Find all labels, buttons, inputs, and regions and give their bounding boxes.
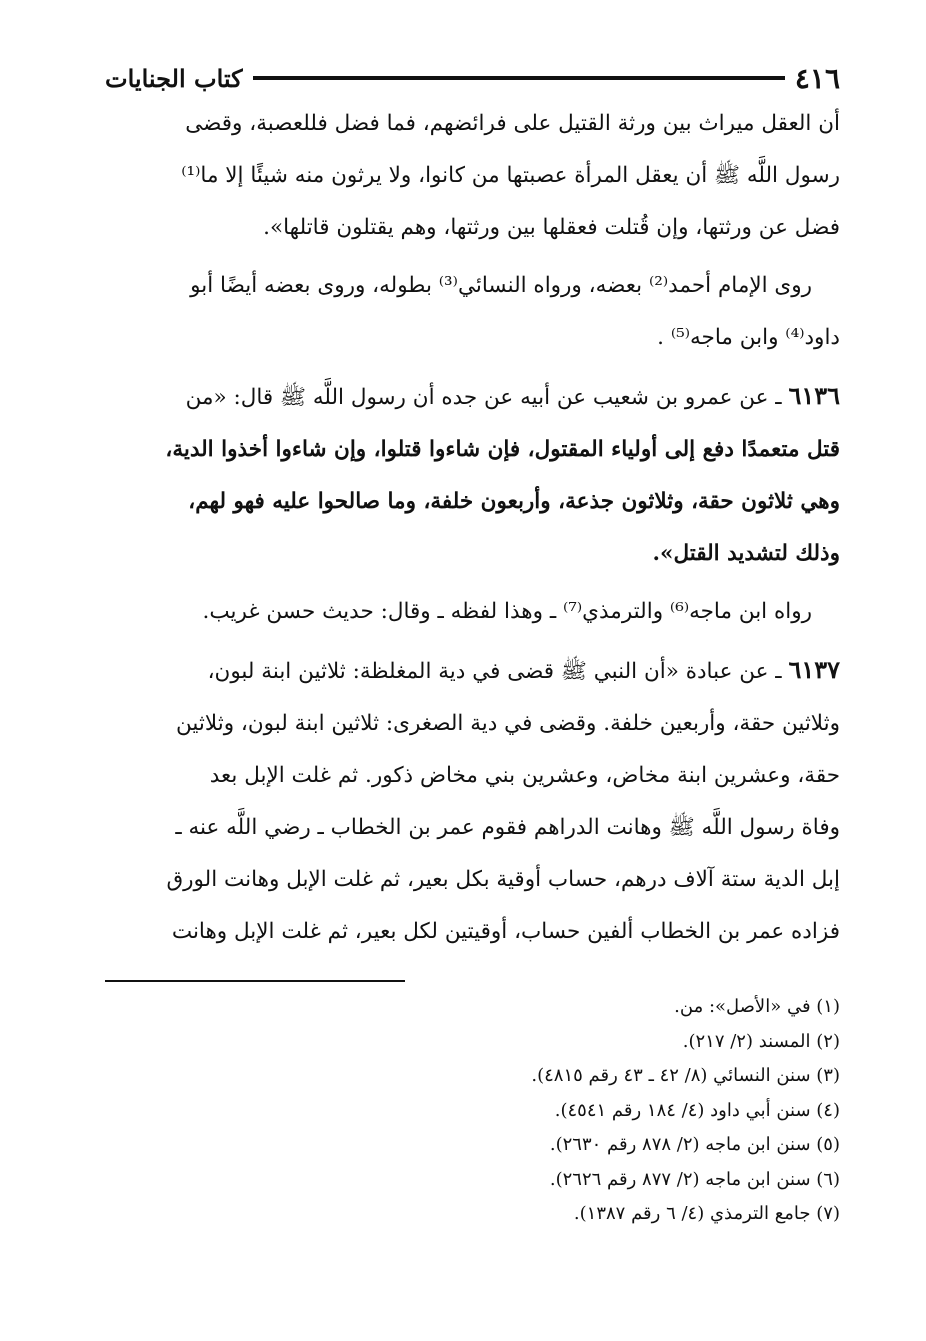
- hadith-first-line: [105, 370, 840, 424]
- text-line: وثلاثين حقة، وأربعين خلفة. وقضى في دية الصغرى: ثلاثين ابنة لبون، وثلاثين: [176, 711, 840, 736]
- text-line: روى الإمام أحمد⁽²⁾ بعضه، ورواه النسائي⁽³⁾ بطوله، وروى بعضه أيضًا أبو: [190, 273, 812, 298]
- hadith-text-line: وهي ثلاثون حقة، وثلاثون جذعة، وأربعون خلفة، وما صالحوا عليه فهو لهم،: [188, 489, 840, 514]
- text-line: رسول اللَّه ﷺ أن يعقل المرأة عصبتها من كانوا، ولا يرثون منه شيئًا إلا ما⁽¹⁾: [181, 163, 840, 188]
- main-text: [105, 98, 840, 958]
- hadith-text-line: وذلك لتشديد القتل».: [652, 541, 840, 566]
- hadith-first-line: [105, 644, 840, 698]
- hadith-lead: ـ عن عبادة «أن النبي ﷺ قضى في دية المغلظة: ثلاثين ابنة لبون،: [207, 659, 782, 684]
- text-line: وفاة رسول اللَّه ﷺ وهانت الدراهم فقوم عمر بن الخطاب ـ رضي اللَّه عنه ـ: [175, 815, 840, 840]
- footnote: (٧) جامع الترمذي (٤/ ٦ رقم ١٣٨٧).: [573, 1203, 840, 1224]
- text-line: حقة، وعشرين ابنة مخاض، وعشرين بني مخاض ذكور. ثم غلت الإبل بعد: [209, 763, 840, 788]
- text-line: فضل عن ورثتها، وإن قُتلت فعقلها بين ورثتها، وهم يقتلون قاتلها».: [263, 215, 840, 240]
- text-line: داود⁽⁴⁾ وابن ماجه⁽⁵⁾ .: [657, 325, 840, 350]
- footnotes: [105, 990, 840, 1232]
- footnote: (١) في «الأصل»: من.: [674, 996, 840, 1017]
- hadith-number: ٦١٣٧: [788, 655, 840, 684]
- footnote: (٥) سنن ابن ماجه (٢/ ٨٧٨ رقم ٢٦٣٠).: [549, 1134, 840, 1155]
- header-rule: [253, 76, 785, 80]
- document-page: [105, 58, 840, 1232]
- text-line: إبل الدية ستة آلاف درهم، حساب أوقية بكل بعير، ثم غلت الإبل وهانت الورق: [166, 867, 840, 892]
- hadith-number: ٦١٣٦: [788, 381, 840, 410]
- text-line: فزاده عمر بن الخطاب ألفين حساب، أوقيتين لكل بعير، ثم غلت الإبل وهانت: [171, 919, 840, 944]
- footnote-separator: [105, 980, 405, 982]
- footnote: (٦) سنن ابن ماجه (٢/ ٨٧٧ رقم ٢٦٢٦).: [549, 1168, 840, 1190]
- footnote: (٢) المسند (٢/ ٢١٧).: [682, 1030, 840, 1052]
- footnote: (٤) سنن أبي داود (٤/ ١٨٤ رقم ٤٥٤١).: [554, 1099, 840, 1121]
- hadith-lead: ـ عن عمرو بن شعيب عن أبيه عن جده أن رسول اللَّه ﷺ قال: «من: [185, 385, 782, 410]
- text-line: أن العقل ميراث بين ورثة القتيل على فرائضهم، فما فضل فللعصبة، وقضى: [185, 111, 840, 136]
- text-line: رواه ابن ماجه⁽⁶⁾ والترمذي⁽⁷⁾ ـ وهذا لفظه ـ وقال: حديث حسن غريب.: [202, 599, 812, 624]
- hadith-text-line: قتل متعمدًا دفع إلى أولياء المقتول، فإن شاءوا قتلوا، وإن شاءوا أخذوا الدية،: [165, 437, 840, 462]
- running-header: [105, 58, 840, 98]
- footnote: (٣) سنن النسائي (٨/ ٤٢ ـ ٤٣ رقم ٤٨١٥).: [531, 1065, 840, 1086]
- book-title: كتاب الجنايات: [105, 63, 243, 93]
- page-number: ٤١٦: [794, 61, 840, 95]
